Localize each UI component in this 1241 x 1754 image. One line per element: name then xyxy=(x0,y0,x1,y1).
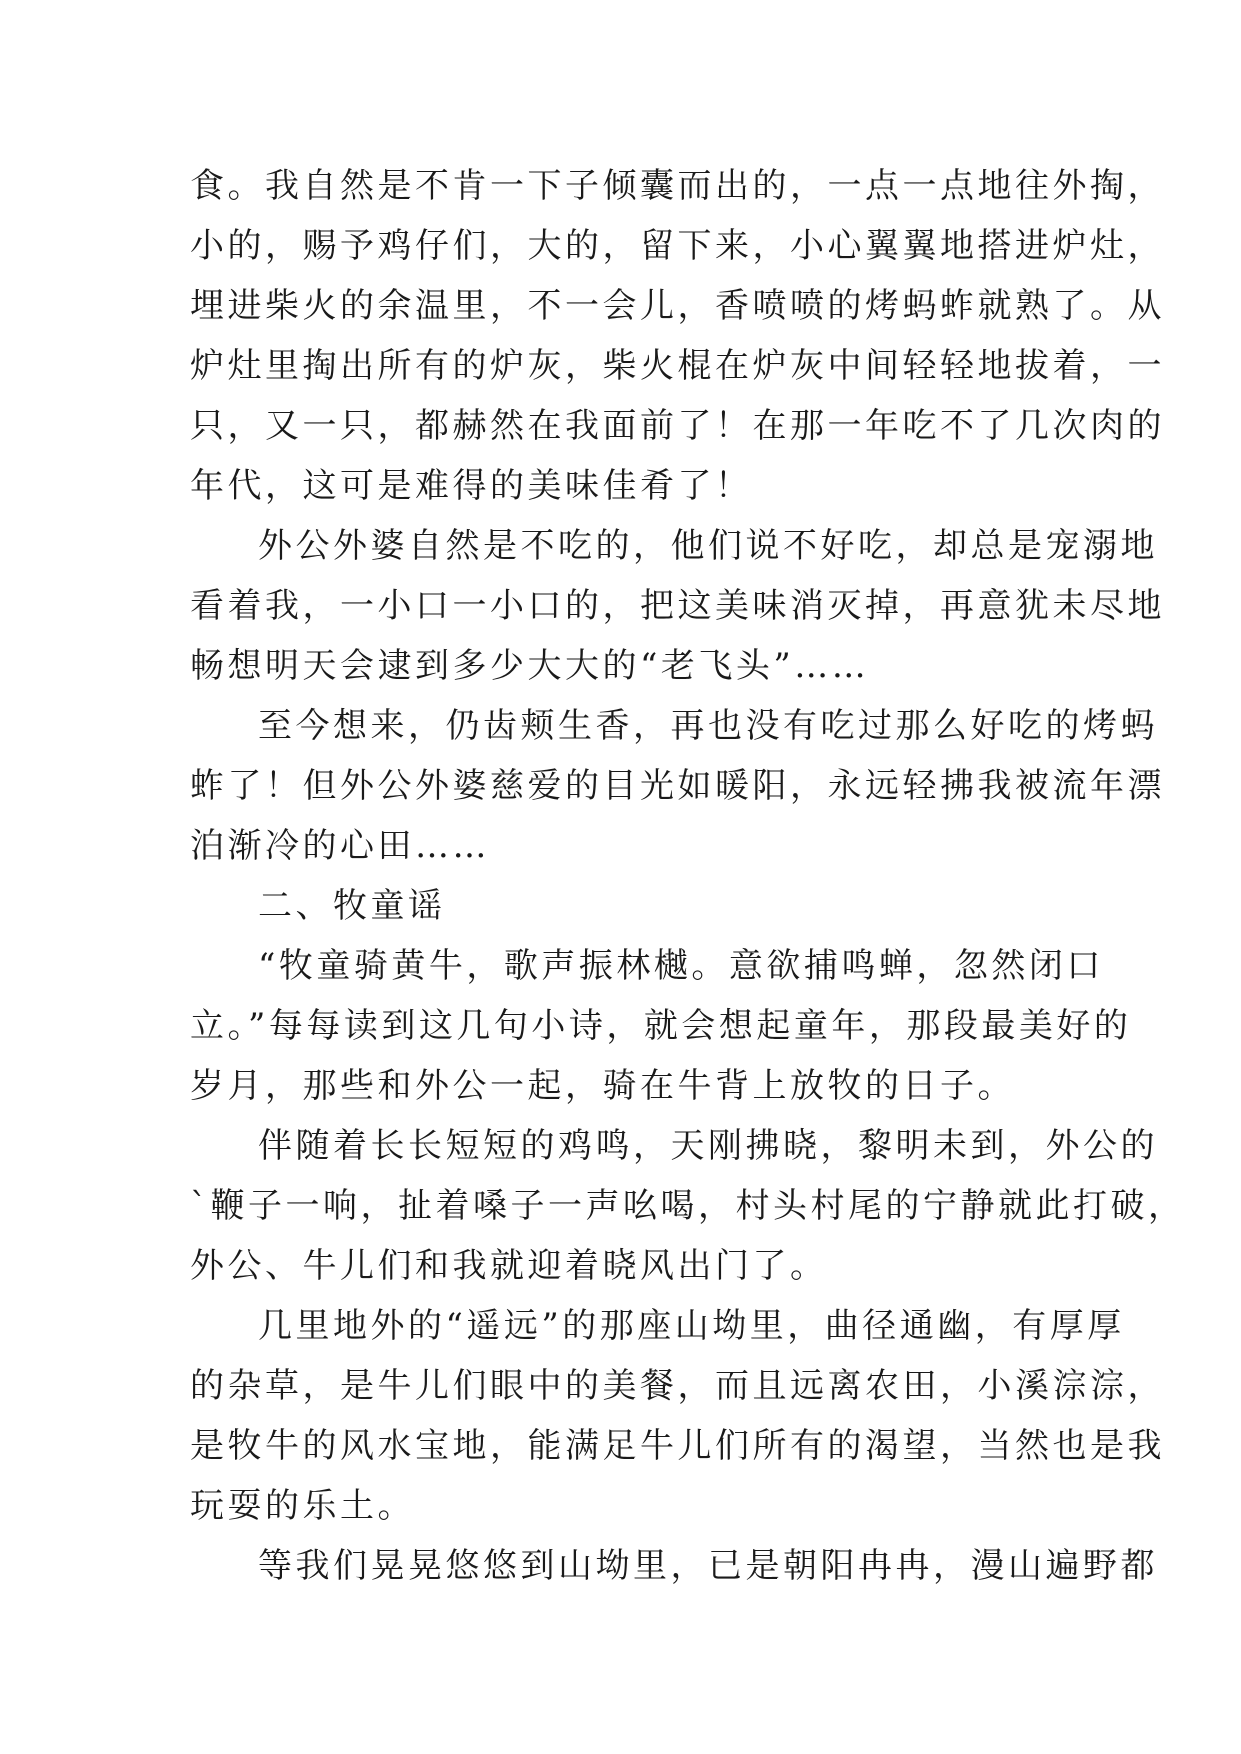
text-line: 玩耍的乐土。 xyxy=(190,1486,415,1526)
text-line: 食。我自然是不肯一下子倾囊而出的，一点一点地往外掏， xyxy=(190,166,1165,206)
text-line: 泊渐冷的心田…… xyxy=(190,826,490,866)
text-line: 立。”每每读到这几句小诗，就会想起童年，那段最美好的 xyxy=(190,1006,1132,1046)
text-line: 畅想明天会逮到多少大大的“老飞头”…… xyxy=(190,646,870,686)
text-line: 只，又一只，都赫然在我面前了！在那一年吃不了几次肉的 xyxy=(190,406,1165,446)
text-line: 的杂草，是牛儿们眼中的美餐，而且远离农田，小溪淙淙， xyxy=(190,1366,1165,1406)
text-line: 小的，赐予鸡仔们，大的，留下来，小心翼翼地搭进炉灶， xyxy=(190,226,1165,266)
body-text xyxy=(190,156,1186,1596)
text-line: 岁月，那些和外公一起，骑在牛背上放牧的日子。 xyxy=(190,1066,1015,1106)
text-line: 至今想来，仍齿颊生香，再也没有吃过那么好吃的烤蚂 xyxy=(258,706,1158,746)
text-line: 蚱了！但外公外婆慈爱的目光如暖阳，永远轻拂我被流年漂 xyxy=(190,766,1165,806)
text-line: 伴随着长长短短的鸡鸣，天刚拂晓，黎明未到，外公的 xyxy=(258,1126,1158,1166)
text-line: 等我们晃晃悠悠到山坳里，已是朝阳冉冉，漫山遍野都 xyxy=(258,1546,1158,1586)
text-line: 是牧牛的风水宝地，能满足牛儿们所有的渴望，当然也是我 xyxy=(190,1426,1165,1466)
text-line: 年代，这可是难得的美味佳肴了！ xyxy=(190,466,753,506)
text-line: `鞭子一响，扯着嗓子一声吆喝，村头村尾的宁静就此打破， xyxy=(190,1186,1186,1226)
text-line: 二、牧童谣 xyxy=(258,886,446,926)
text-line: 埋进柴火的余温里，不一会儿，香喷喷的烤蚂蚱就熟了。从 xyxy=(190,286,1165,326)
text-line: 外公、牛儿们和我就迎着晓风出门了。 xyxy=(190,1246,828,1286)
text-line: 炉灶里掏出所有的炉灰，柴火棍在炉灰中间轻轻地拔着，一 xyxy=(190,346,1165,386)
text-line: 几里地外的“遥远”的那座山坳里，曲径通幽，有厚厚 xyxy=(258,1306,1125,1346)
text-line: 外公外婆自然是不吃的，他们说不好吃，却总是宠溺地 xyxy=(258,526,1158,566)
text-line: 看着我，一小口一小口的，把这美味消灭掉，再意犹未尽地 xyxy=(190,586,1165,626)
text-line: “牧童骑黄牛，歌声振林樾。意欲捕鸣蝉，忽然闭口 xyxy=(258,946,1104,986)
